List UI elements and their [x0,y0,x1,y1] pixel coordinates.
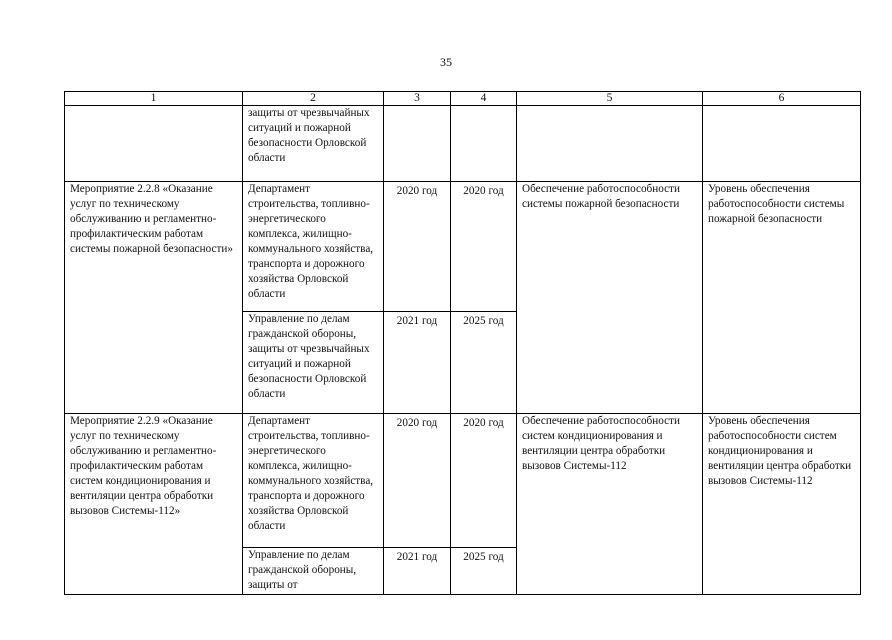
executor-text: защиты от чрезвычайных ситуаций и пожарной безопасности Орловской области [248,107,370,164]
result-cell [517,106,703,182]
end-year-cell: 2025 год [451,548,517,595]
result-text: Обеспечение работоспособности систем кондиционирования и вентиляции центра обработки вызовов Системы-112 [522,415,680,472]
indicator-cell [703,182,861,414]
continuation-row [65,106,861,182]
end-year-cell: 2020 год [451,414,517,548]
start-year-cell: 2021 год [384,548,451,595]
indicator-cell [703,414,861,595]
column-header: 5 [517,92,703,106]
column-number-row [65,92,861,106]
indicator-text: Уровень обеспечения работоспособности системы пожарной безопасности [708,183,845,225]
result-cell [517,182,703,414]
event-cell [65,414,243,595]
end-year-cell: 2020 год [451,182,517,312]
executor-cell [243,312,384,414]
column-header: 2 [243,92,384,106]
executor-cell [243,548,384,595]
column-header: 4 [451,92,517,106]
event-cell [65,182,243,414]
indicator-cell [703,106,861,182]
program-activities-table [64,91,861,595]
executor-text: Управление по делам гражданской обороны, защиты от [248,549,357,591]
executor-cell [243,106,384,182]
start-year-cell: 2021 год [384,312,451,414]
end-year-cell [451,106,517,182]
start-year-cell: 2020 год [384,182,451,312]
end-year-cell: 2025 год [451,312,517,414]
event-cell [65,106,243,182]
start-year-cell [384,106,451,182]
event-text: Мероприятие 2.2.8 «Оказание услуг по техническому обслуживанию и регламентно-профилактическим работам системы пожарной безопасности» [70,183,233,255]
result-cell [517,414,703,595]
executor-text: Департамент строительства, топливно-энергетического комплекса, жилищно-коммунального хозяйства, транспорта и дорожного хозяйства Орловской области [248,415,374,532]
result-text: Обеспечение работоспособности системы пожарной безопасности [522,183,680,210]
event-text: Мероприятие 2.2.9 «Оказание услуг по техническому обслуживанию и регламентно-профилактическим работам систем кондиционирования и вентиляции центра обработки вызовов Системы-112» [70,415,217,517]
indicator-text: Уровень обеспечения работоспособности систем кондиционирования и вентиляции центра обработки вызовов Системы-112 [708,415,852,487]
table-row [65,182,861,312]
executor-text: Управление по делам гражданской обороны, защиты от чрезвычайных ситуаций и пожарной безопасности Орловской области [248,313,370,400]
page-number: 35 [440,55,452,69]
executor-cell [243,182,384,312]
table-row [65,414,861,548]
column-header: 1 [65,92,243,106]
column-header: 3 [384,92,451,106]
executor-text: Департамент строительства, топливно-энергетического комплекса, жилищно-коммунального хозяйства, транспорта и дорожного хозяйства Орловской области [248,183,374,300]
executor-cell [243,414,384,548]
start-year-cell: 2020 год [384,414,451,548]
column-header: 6 [703,92,861,106]
